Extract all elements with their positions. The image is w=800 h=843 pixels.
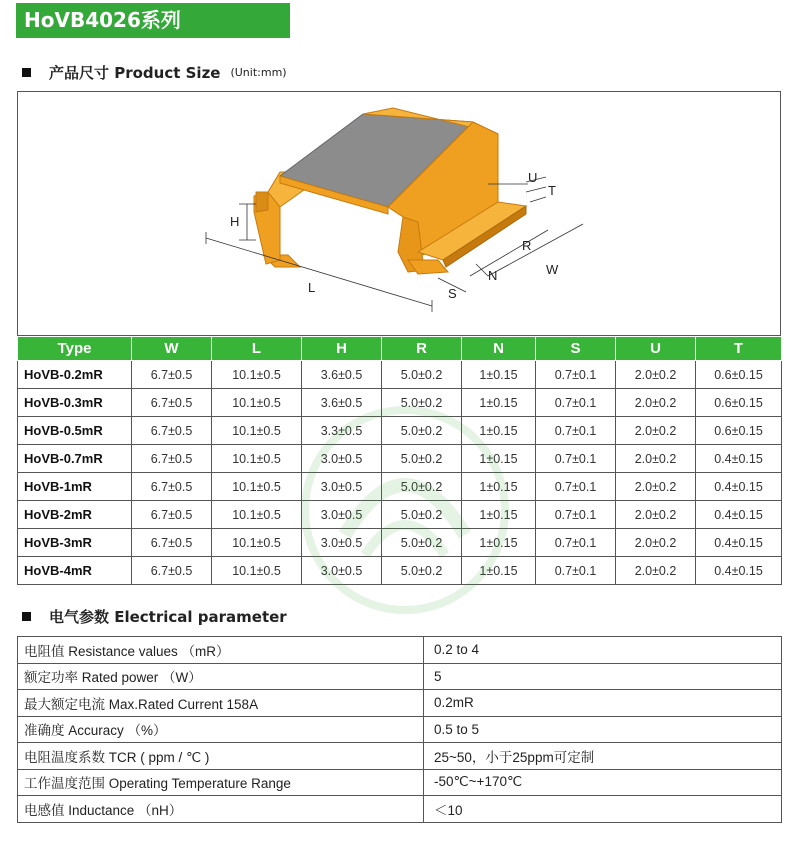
header-w: W xyxy=(132,337,212,361)
left-terminal-small xyxy=(256,192,268,212)
header-h: H xyxy=(302,337,382,361)
electrical-parameter-heading xyxy=(22,606,287,627)
model-cell: HoVB-3mR xyxy=(18,529,132,557)
dimension-cell: 3.0±0.5 xyxy=(302,557,382,585)
dimension-cell: 2.0±0.2 xyxy=(616,417,696,445)
header-s: S xyxy=(536,337,616,361)
dimension-cell: 6.7±0.5 xyxy=(132,473,212,501)
parameter-value-cell: ＜10 xyxy=(424,796,782,823)
table-row xyxy=(18,389,782,417)
header-n: N xyxy=(462,337,536,361)
product-size-table xyxy=(17,336,782,585)
bullet-square-icon xyxy=(22,612,31,621)
dimension-cell: 2.0±0.2 xyxy=(616,389,696,417)
dimension-cell: 10.1±0.5 xyxy=(212,417,302,445)
dimension-cell: 3.6±0.5 xyxy=(302,389,382,417)
dimension-cell: 0.4±0.15 xyxy=(696,445,782,473)
dimension-cell: 3.3±0.5 xyxy=(302,417,382,445)
dimension-cell: 2.0±0.2 xyxy=(616,473,696,501)
dimension-cell: 6.7±0.5 xyxy=(132,445,212,473)
dimension-cell: 10.1±0.5 xyxy=(212,529,302,557)
dimension-cell: 6.7±0.5 xyxy=(132,529,212,557)
model-cell: HoVB-0.7mR xyxy=(18,445,132,473)
parameter-value-cell: -50℃~+170℃ xyxy=(424,769,782,796)
header-l: L xyxy=(212,337,302,361)
dimension-cell: 6.7±0.5 xyxy=(132,417,212,445)
dimension-cell: 10.1±0.5 xyxy=(212,361,302,389)
header-r: R xyxy=(382,337,462,361)
dimension-cell: 0.6±0.15 xyxy=(696,361,782,389)
bullet-square-icon xyxy=(22,68,31,77)
parameter-value-cell: 25~50，小于25ppm可定制 xyxy=(424,743,782,770)
model-cell: HoVB-2mR xyxy=(18,501,132,529)
table-row xyxy=(18,716,782,743)
dimension-cell: 0.7±0.1 xyxy=(536,529,616,557)
parameter-name-cell: 电阻值 Resistance values （mR） xyxy=(18,637,424,664)
dimension-cell: 3.0±0.5 xyxy=(302,445,382,473)
dimension-cell: 3.6±0.5 xyxy=(302,361,382,389)
dimension-cell: 6.7±0.5 xyxy=(132,501,212,529)
header-u: U xyxy=(616,337,696,361)
dimension-cell: 1±0.15 xyxy=(462,389,536,417)
product-size-title: 产品尺寸 Product Size xyxy=(49,64,221,82)
dimension-cell: 1±0.15 xyxy=(462,417,536,445)
parameter-value-cell: 5 xyxy=(424,663,782,690)
table-row xyxy=(18,473,782,501)
dimension-cell: 5.0±0.2 xyxy=(382,361,462,389)
dimension-cell: 6.7±0.5 xyxy=(132,361,212,389)
dimension-cell: 10.1±0.5 xyxy=(212,473,302,501)
parameter-name-cell: 最大额定电流 Max.Rated Current 158A xyxy=(18,690,424,717)
model-cell: HoVB-1mR xyxy=(18,473,132,501)
table-row xyxy=(18,557,782,585)
table-row xyxy=(18,501,782,529)
table-row xyxy=(18,690,782,717)
dimension-cell: 10.1±0.5 xyxy=(212,557,302,585)
dimension-cell: 2.0±0.2 xyxy=(616,445,696,473)
dim-label-l: L xyxy=(308,280,316,295)
table-row xyxy=(18,417,782,445)
dim-label-n: N xyxy=(488,268,498,283)
dimension-cell: 0.4±0.15 xyxy=(696,501,782,529)
dimension-cell: 5.0±0.2 xyxy=(382,557,462,585)
dimension-cell: 10.1±0.5 xyxy=(212,445,302,473)
dimension-cell: 5.0±0.2 xyxy=(382,417,462,445)
dimension-cell: 0.7±0.1 xyxy=(536,417,616,445)
dimension-cell: 1±0.15 xyxy=(462,473,536,501)
dimension-cell: 5.0±0.2 xyxy=(382,501,462,529)
table-row xyxy=(18,529,782,557)
dimension-cell: 5.0±0.2 xyxy=(382,529,462,557)
dimension-cell: 0.7±0.1 xyxy=(536,557,616,585)
dimension-cell: 3.0±0.5 xyxy=(302,501,382,529)
header-t: T xyxy=(696,337,782,361)
dimension-cell: 5.0±0.2 xyxy=(382,445,462,473)
dimension-cell: 6.7±0.5 xyxy=(132,557,212,585)
dimension-cell: 0.4±0.15 xyxy=(696,473,782,501)
table-row xyxy=(18,445,782,473)
series-title: HoVB4026系列 xyxy=(24,8,181,32)
dim-label-s: S xyxy=(448,286,457,301)
dim-label-u: U xyxy=(528,170,538,185)
parameter-value-cell: 0.5 to 5 xyxy=(424,716,782,743)
dimension-cell: 3.0±0.5 xyxy=(302,529,382,557)
product-size-heading xyxy=(22,62,287,83)
dimension-cell: 2.0±0.2 xyxy=(616,501,696,529)
parameter-name-cell: 电感值 Inductance （nH） xyxy=(18,796,424,823)
dim-label-h: H xyxy=(230,214,240,229)
dimension-cell: 1±0.15 xyxy=(462,445,536,473)
dimension-cell: 0.7±0.1 xyxy=(536,501,616,529)
product-size-diagram xyxy=(17,91,781,336)
resistor-drawing xyxy=(18,92,780,335)
parameter-value-cell: 0.2 to 4 xyxy=(424,637,782,664)
dimension-cell: 0.6±0.15 xyxy=(696,417,782,445)
model-cell: HoVB-0.2mR xyxy=(18,361,132,389)
dimension-cell: 0.7±0.1 xyxy=(536,361,616,389)
model-cell: HoVB-0.5mR xyxy=(18,417,132,445)
dimension-cell: 5.0±0.2 xyxy=(382,389,462,417)
dimension-cell: 10.1±0.5 xyxy=(212,501,302,529)
table-row xyxy=(18,663,782,690)
header-type: Type xyxy=(18,337,132,361)
dimension-cell: 0.7±0.1 xyxy=(536,445,616,473)
table-row xyxy=(18,637,782,664)
model-cell: HoVB-0.3mR xyxy=(18,389,132,417)
dimension-cell: 2.0±0.2 xyxy=(616,361,696,389)
dimension-cell: 2.0±0.2 xyxy=(616,529,696,557)
dimension-cell: 1±0.15 xyxy=(462,361,536,389)
size-table-header-row xyxy=(18,337,782,361)
table-row xyxy=(18,743,782,770)
dim-label-r: R xyxy=(522,238,532,253)
dimension-cell: 6.7±0.5 xyxy=(132,389,212,417)
electrical-parameter-title: 电气参数 Electrical parameter xyxy=(49,608,287,626)
dimension-cell: 0.4±0.15 xyxy=(696,529,782,557)
table-row xyxy=(18,361,782,389)
dimension-cell: 0.7±0.1 xyxy=(536,389,616,417)
table-row xyxy=(18,769,782,796)
dimension-cell: 0.4±0.15 xyxy=(696,557,782,585)
dimension-cell: 2.0±0.2 xyxy=(616,557,696,585)
series-title-banner xyxy=(16,3,290,38)
dimension-cell: 0.6±0.15 xyxy=(696,389,782,417)
dimension-cell: 0.7±0.1 xyxy=(536,473,616,501)
dimension-cell: 5.0±0.2 xyxy=(382,473,462,501)
dim-label-t: T xyxy=(548,183,556,198)
dimension-cell: 1±0.15 xyxy=(462,529,536,557)
dimension-cell: 1±0.15 xyxy=(462,557,536,585)
parameter-name-cell: 工作温度范围 Operating Temperature Range xyxy=(18,769,424,796)
unit-label: (Unit:mm) xyxy=(230,66,287,79)
dimension-cell: 1±0.15 xyxy=(462,501,536,529)
dim-label-w: W xyxy=(546,262,559,277)
table-row xyxy=(18,796,782,823)
parameter-name-cell: 准确度 Accuracy （%） xyxy=(18,716,424,743)
model-cell: HoVB-4mR xyxy=(18,557,132,585)
dimension-cell: 10.1±0.5 xyxy=(212,389,302,417)
parameter-name-cell: 额定功率 Rated power （W） xyxy=(18,663,424,690)
dimension-cell: 3.0±0.5 xyxy=(302,473,382,501)
parameter-value-cell: 0.2mR xyxy=(424,690,782,717)
parameter-name-cell: 电阻温度系数 TCR ( ppm / ℃ ) xyxy=(18,743,424,770)
electrical-parameter-table xyxy=(17,636,782,823)
